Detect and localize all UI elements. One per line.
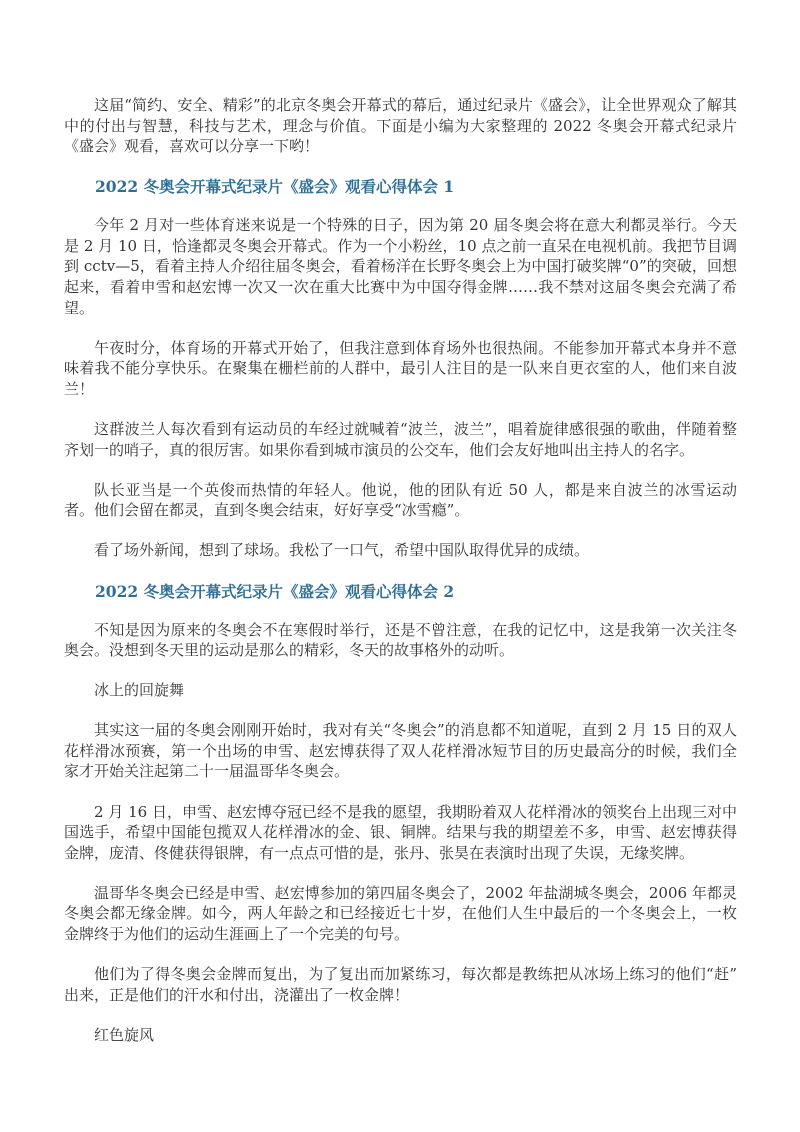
subheading-ice-dance: 冰上的回旋舞 [94,681,185,700]
document-body [64,95,737,1045]
section-heading-2: 2022 冬奥会开幕式纪录片《盛会》观看心得体会 2 [95,581,455,601]
paragraph: 不知是因为原来的冬奥会不在寒假时举行，还是不曾注意，在我的记忆中，这是我第一次关注冬奥会。没想到冬天里的运动是那么的精彩，冬天的故事格外的动听。 [64,620,737,660]
intro-paragraph: 这届“简约、安全、精彩”的北京冬奥会开幕式的幕后，通过纪录片《盛会》，让全世界观众了解其中的付出与智慧，科技与艺术，理念与价值。下面是小编为大家整理的 2022 冬奥会开幕式纪录片《盛会》观看，喜欢可以分享一下哟！ [64,96,737,156]
paragraph: 他们为了得冬奥会金牌而复出，为了复出而加紧练习，每次都是教练把从冰场上练习的他们“赶”出来，正是他们的汗水和付出，浇灌出了一枚金牌！ [64,965,737,1004]
paragraph: 看了场外新闻，想到了球场。我松了一口气，希望中国队取得优异的成绩。 [94,541,590,560]
section-heading-1: 2022 冬奥会开幕式纪录片《盛会》观看心得体会 1 [95,177,455,197]
subheading-red-whirlwind: 红色旋风 [94,1025,155,1044]
paragraph: 其实这一届的冬奥会刚刚开始时，我对有关“冬奥会”的消息都不知道呢，直到 2 月 15 日的双人花样滑冰预赛，第一个出场的申雪、赵宏博获得了双人花样滑冰短节目的历史最高分的时候，我们全家才开始关注起第二十一届温哥华冬奥会。 [64,721,737,781]
paragraph: 队长亚当是一个英俊而热情的年轻人。他说，他的团队有近 50 人，都是来自波兰的冰雪运动者。他们会留在都灵，直到冬奥会结束，好好享受“冰雪瘾”。 [64,480,737,520]
paragraph: 今年 2 月对一些体育迷来说是一个特殊的日子，因为第 20 届冬奥会将在意大利都灵举行。今天是 2 月 10 日，恰逢都灵冬奥会开幕式。作为一个小粉丝，10 点之前一直呆在电视机前。我把节目调到 cctv—5，看着主持人介绍往届冬奥会，看着杨洋在长野冬奥会上为中国打破奖牌“0”的突破，回想起来，看着申雪和赵宏博一次又一次在重大比赛中为中国夺得金牌……我不禁对这届冬奥会充满了希望。 [64,216,737,317]
paragraph: 这群波兰人每次看到有运动员的车经过就喊着“波兰，波兰”，唱着旋律感很强的歌曲，伴随着整齐划一的哨子，真的很厉害。如果你看到城市演员的公交车，他们会友好地叫出主持人的名字。 [64,420,737,459]
paragraph: 温哥华冬奥会已经是申雪、赵宏博参加的第四届冬奥会了，2002 年盐湖城冬奥会，2006 年都灵冬奥会都无缘金牌。如今，两人年龄之和已经接近七十岁，在他们人生中最后的一个冬奥会上，一枚金牌终于为他们的运动生涯画上了一个完美的句号。 [64,883,737,944]
paragraph: 2 月 16 日，申雪、赵宏博夺冠已经不是我的愿望，我期盼着双人花样滑冰的领奖台上出现三对中国选手，希望中国能包揽双人花样滑冰的金、银、铜牌。结果与我的期望差不多，申雪、赵宏博获得金牌，庞清、佟健获得银牌，有一点点可惜的是，张丹、张昊在表演时出现了失误，无缘奖牌。 [64,802,737,862]
paragraph: 午夜时分，体育场的开幕式开始了，但我注意到体育场外也很热闹。不能参加开幕式本身并不意味着我不能分享快乐。在聚集在栅栏前的人群中，最引人注目的是一队来自更衣室的人，他们来自波兰！ [64,338,737,398]
